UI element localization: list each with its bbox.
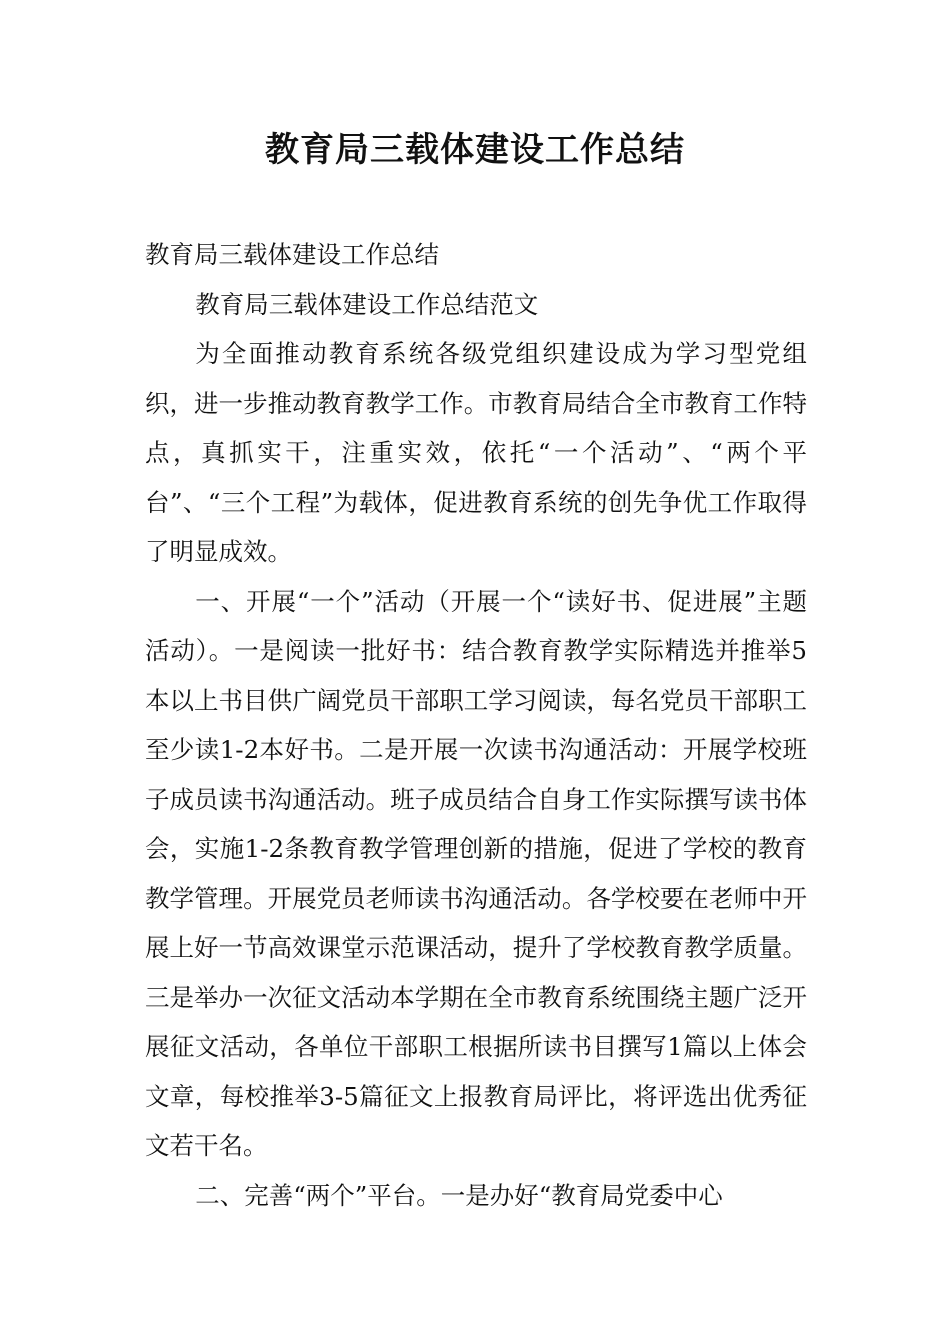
document-title: 教育局三载体建设工作总结 xyxy=(265,130,685,170)
document-body xyxy=(145,230,807,1220)
paragraph-section-two: 二、完善“两个”平台。一是办好“教育局党委中心 xyxy=(195,1180,723,1210)
paragraph-intro: 为全面推动教育系统各级党组织建设成为学习型党组织，进一步推动教育教学工作。市教育局结合全市教育工作特点，真抓实干，注重实效，依托“一个活动”、“两个平台”、“三个工程”为载体，促进教育系统的创先争优工作取得了明显成效。 xyxy=(145,339,807,566)
heading-line: 教育局三载体建设工作总结 xyxy=(145,240,439,269)
subheading-line: 教育局三载体建设工作总结范文 xyxy=(195,289,539,319)
paragraph-section-one: 一、开展“一个”活动（开展一个“读好书、促进展”主题活动）。一是阅读一批好书：结合教育教学实际精选并推举5本以上书目供广阔党员干部职工学习阅读，每名党员干部职工至少读1-2本好书。二是开展一次读书沟通活动：开展学校班子成员读书沟通活动。班子成员结合自身工作实际撰写读书体会，实施1-2条教育教学管理创新的措施，促进了学校的教育教学管理。开展党员老师读书沟通活动。各学校要在老师中开展上好一节高效课堂示范课活动，提升了学校教育教学质量。三是举办一次征文活动本学期在全市教育系统围绕主题广泛开展征文活动，各单位干部职工根据所读书目撰写1篇以上体会文章，每校推举3-5篇征文上报教育局评比，将评选出优秀征文若干名。 xyxy=(145,586,807,1160)
